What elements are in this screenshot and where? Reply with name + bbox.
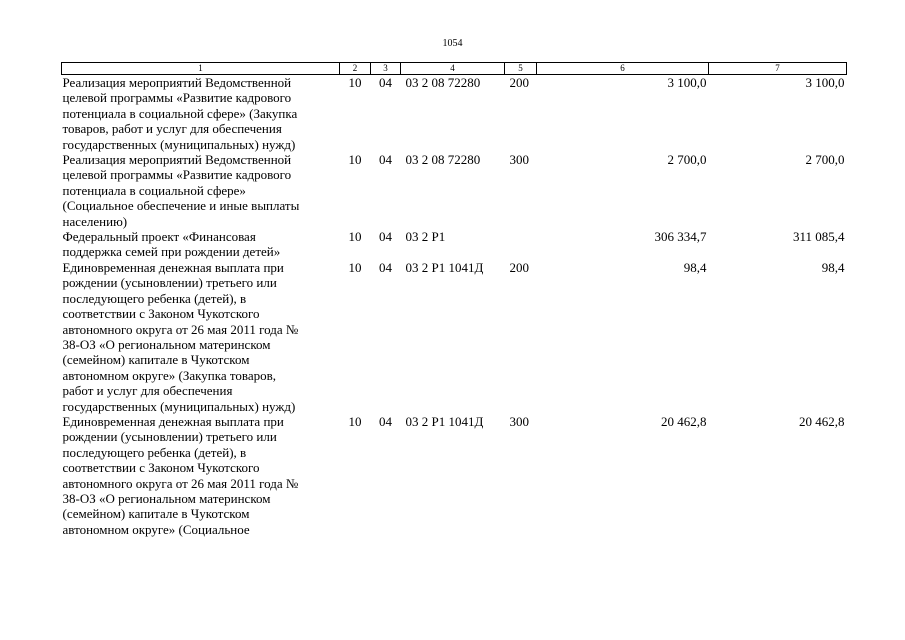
section-cell: 10 (348, 229, 362, 245)
amount-year1-cell: 20 462,8 (661, 413, 707, 429)
row-name-line: Федеральный проект «Финансовая (62, 229, 256, 245)
row-name-line: целевой программы «Развитие кадрового (62, 90, 292, 106)
row-name-line: соответствии с Законом Чукотского (62, 306, 260, 322)
row-name-line: работ и услуг для обеспечения (62, 383, 233, 399)
row-name-line: государственных (муниципальных) нужд) (62, 136, 296, 152)
table-row (62, 75, 847, 153)
row-name-cell (62, 75, 340, 153)
amount-year1-cell: 3 100,0 (667, 75, 707, 90)
amount-year2-cell: 20 462,8 (799, 413, 845, 429)
row-name-cell (62, 414, 340, 537)
row-name-line: потенциала в социальной сфере» (Закупка (62, 105, 298, 121)
column-header-1: 1 (62, 63, 340, 75)
column-header-2: 2 (340, 63, 371, 75)
subsection-cell: 04 (379, 229, 392, 245)
row-name-line: автономном округе» (Закупка товаров, (62, 367, 277, 383)
row-name-line: рождении (усыновлении) третьего или (62, 275, 277, 291)
subsection-cell: 04 (379, 75, 392, 90)
row-name-line: Реализация мероприятий Ведомственной (62, 75, 292, 90)
row-name-line: государственных (муниципальных) нужд) (62, 398, 296, 414)
table-row (62, 260, 847, 414)
amount-year1-cell: 306 334,7 (654, 229, 707, 245)
target-code-cell: 03 2 08 72280 (405, 152, 481, 168)
row-name-line: автономном округе» (Социальное (62, 521, 250, 537)
table-row (62, 414, 847, 537)
row-name-line: последующего ребенка (детей), в (62, 290, 247, 306)
column-header-3: 3 (371, 63, 401, 75)
column-header-4: 4 (401, 63, 505, 75)
section-cell: 10 (348, 413, 362, 429)
amount-year2-cell: 311 085,4 (792, 229, 845, 245)
section-cell: 10 (348, 152, 362, 168)
row-name-cell (62, 260, 340, 414)
column-header-7: 7 (709, 63, 847, 75)
table-body (62, 75, 847, 538)
subsection-cell: 04 (379, 152, 392, 168)
table-row (62, 152, 847, 229)
row-name-line: целевой программы «Развитие кадрового (62, 167, 292, 183)
target-code-cell: 03 2 P1 1041Д (405, 413, 484, 429)
row-name-line: последующего ребенка (детей), в (62, 444, 247, 460)
target-code-cell: 03 2 P1 1041Д (405, 259, 484, 275)
page-number: 1054 (442, 38, 463, 49)
amount-year2-cell: 2 700,0 (805, 152, 845, 168)
table-row (62, 229, 847, 260)
amount-year1-cell: 98,4 (683, 259, 707, 275)
section-cell: 10 (348, 75, 362, 90)
row-name-line: населению) (62, 213, 128, 229)
section-cell: 10 (348, 259, 362, 275)
row-name-line: Реализация мероприятий Ведомственной (62, 152, 292, 168)
row-name-line: (семейном) капитале в Чукотском (62, 506, 250, 522)
row-name-cell (62, 152, 340, 229)
row-name-line: 38-ОЗ «О региональном материнском (62, 490, 271, 506)
row-name-line: 38-ОЗ «О региональном материнском (62, 336, 271, 352)
expense-type-cell: 200 (509, 259, 529, 275)
target-code-cell: 03 2 08 72280 (405, 75, 481, 90)
row-name-line: автономного округа от 26 мая 2011 года № (62, 321, 299, 337)
column-header-6: 6 (537, 63, 709, 75)
amount-year2-cell: 3 100,0 (805, 75, 845, 90)
row-name-cell (62, 229, 340, 260)
expense-type-cell (505, 229, 537, 260)
column-header-5: 5 (505, 63, 537, 75)
row-name-line: Единовременная денежная выплата при (62, 259, 284, 275)
budget-table (61, 62, 847, 537)
expense-type-cell: 200 (509, 75, 529, 90)
row-name-line: соответствии с Законом Чукотского (62, 460, 260, 476)
row-name-line: автономного округа от 26 мая 2011 года № (62, 475, 299, 491)
amount-year2-cell: 98,4 (821, 259, 845, 275)
row-name-line: Единовременная денежная выплата при (62, 413, 284, 429)
row-name-line: (семейном) капитале в Чукотском (62, 352, 250, 368)
row-name-line: поддержка семей при рождении детей» (62, 244, 281, 260)
subsection-cell: 04 (379, 413, 392, 429)
expense-type-cell: 300 (509, 413, 529, 429)
amount-year1-cell: 2 700,0 (667, 152, 707, 168)
target-code-cell: 03 2 P1 (405, 229, 446, 245)
expense-type-cell: 300 (509, 152, 529, 168)
subsection-cell: 04 (379, 259, 392, 275)
row-name-line: (Социальное обеспечение и иные выплаты (62, 198, 300, 214)
row-name-line: потенциала в социальной сфере» (62, 182, 246, 198)
row-name-line: рождении (усыновлении) третьего или (62, 429, 277, 445)
row-name-line: товаров, работ и услуг для обеспечения (62, 121, 282, 137)
column-number-header-row (62, 63, 847, 75)
